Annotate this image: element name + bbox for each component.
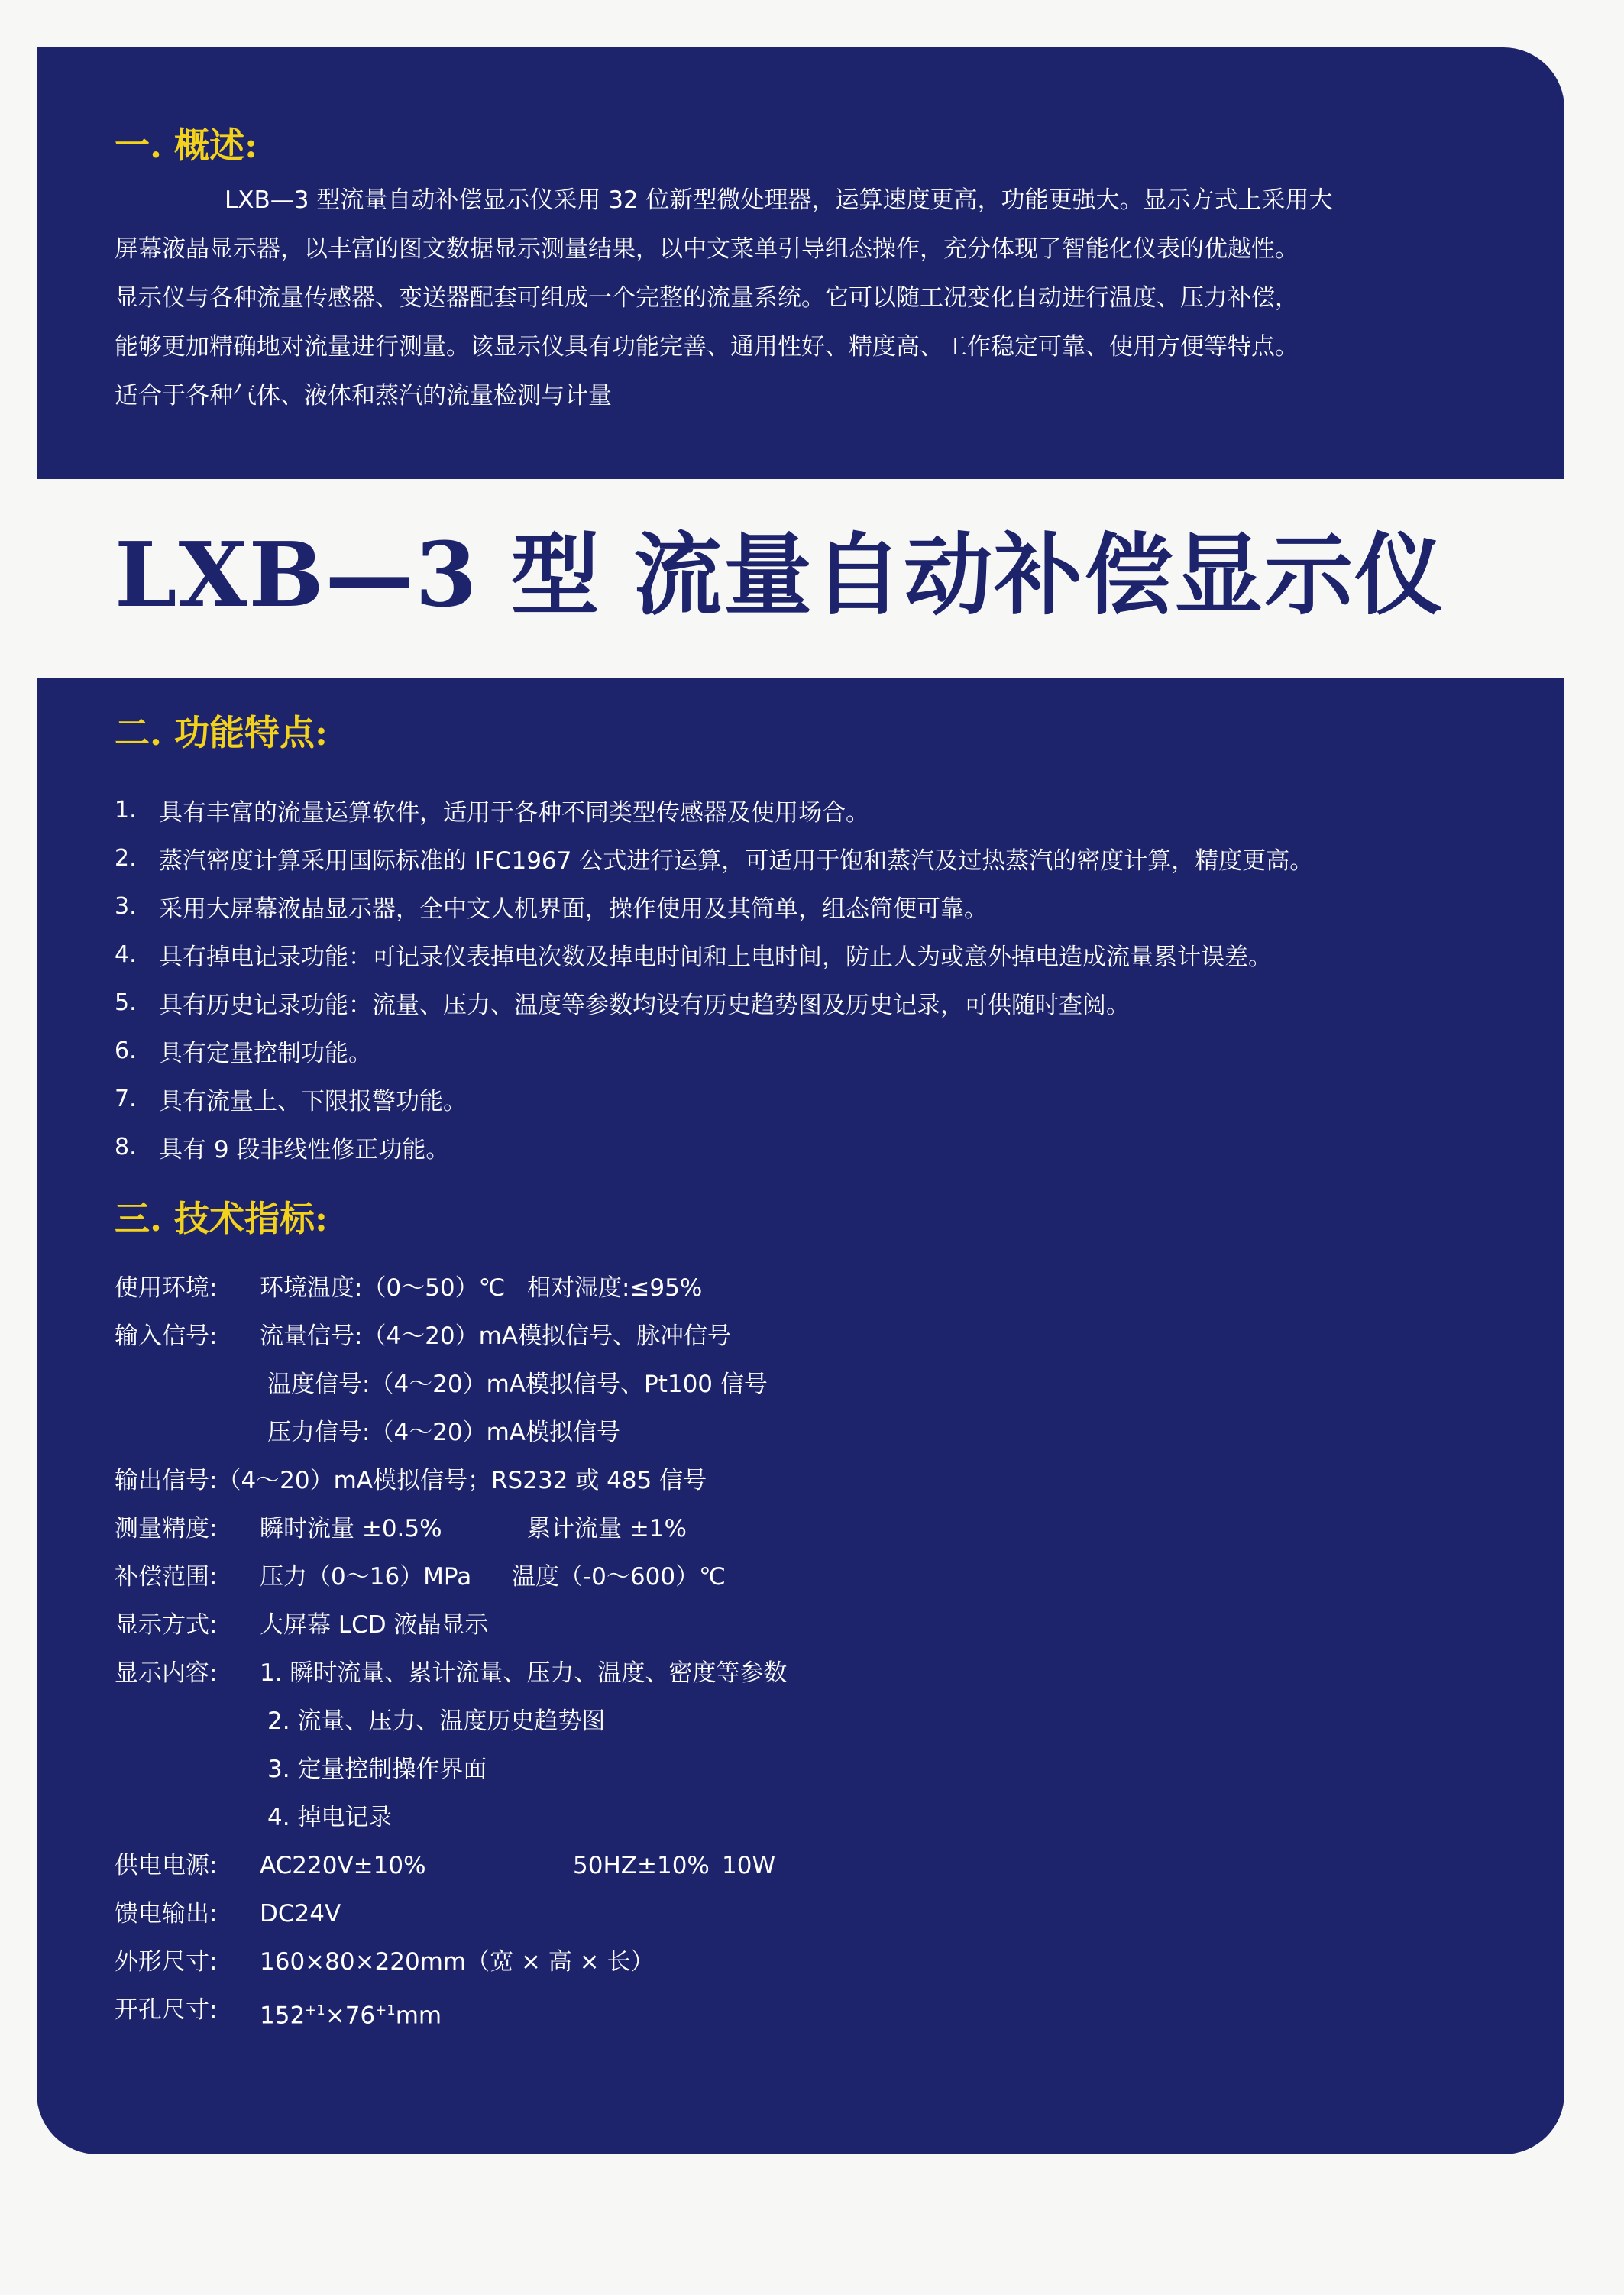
spec-row-display-content — [115, 1794, 1564, 1842]
spec-label: 馈电输出: — [115, 1900, 218, 1928]
features-list — [115, 786, 1564, 1171]
spec-value: 4. 掉电记录 — [267, 1804, 393, 1831]
spec-row-power — [115, 1842, 1564, 1890]
feature-text: 具有定量控制功能。 — [159, 1040, 372, 1067]
overview-paragraph — [115, 176, 1564, 420]
spec-label: 供电电源: — [115, 1852, 218, 1879]
spec-label: 显示内容: — [115, 1659, 218, 1687]
spec-row-feed — [115, 1890, 1564, 1938]
cutout-height: ×76 — [325, 2002, 376, 2030]
feature-item — [115, 931, 1564, 979]
feature-number: 8. — [115, 1134, 137, 1160]
spec-value: 1. 瞬时流量、累计流量、压力、温度、密度等参数 — [260, 1659, 788, 1687]
spec-value: 温度信号:（4～20）mA模拟信号、Pt100 信号 — [267, 1371, 768, 1398]
spec-row-display-content — [115, 1649, 1564, 1698]
spec-row-display-content — [115, 1698, 1564, 1746]
features-heading: 二. 功能特点: — [115, 712, 328, 753]
cutout-unit: mm — [395, 2002, 442, 2030]
feature-number: 2. — [115, 845, 137, 872]
specs-list — [115, 1264, 1564, 2034]
spec-row-compensation — [115, 1553, 1564, 1601]
overview-line: 适合于各种气体、液体和蒸汽的流量检测与计量 — [115, 382, 612, 409]
spec-value: 压力信号:（4～20）mA模拟信号 — [267, 1419, 621, 1446]
overview-line: 能够更加精确地对流量进行测量。该显示仪具有功能完善、通用性好、精度高、工作稳定可靠、使用方便等特点。 — [115, 333, 1299, 361]
spec-value: 160×80×220mm（宽 × 高 × 长） — [260, 1948, 655, 1976]
feature-item — [115, 786, 1564, 834]
spec-value: 大屏幕 LCD 液晶显示 — [260, 1611, 489, 1639]
spec-label: 显示方式: — [115, 1611, 218, 1639]
feature-number: 5. — [115, 989, 137, 1016]
feature-item — [115, 1027, 1564, 1075]
overview-panel — [37, 47, 1564, 479]
spec-value: 瞬时流量 ±0.5% — [260, 1515, 442, 1542]
feature-item — [115, 1123, 1564, 1171]
spec-row-size — [115, 1938, 1564, 1986]
feature-text: 采用大屏幕液晶显示器，全中文人机界面，操作使用及其简单，组态简便可靠。 — [159, 895, 988, 923]
spec-value: 10W — [722, 1852, 776, 1879]
cutout-width-tolerance: +1 — [305, 2002, 325, 2018]
spec-value: 2. 流量、压力、温度历史趋势图 — [267, 1707, 606, 1735]
spec-row-output — [115, 1457, 1564, 1505]
feature-item — [115, 882, 1564, 931]
feature-number: 4. — [115, 941, 137, 968]
spec-value: 流量信号:（4～20）mA模拟信号、脉冲信号 — [260, 1322, 732, 1350]
overview-line: LXB—3 型流量自动补偿显示仪采用 32 位新型微处理器，运算速度更高，功能更强大。显示方式上采用大 — [225, 186, 1333, 214]
spec-row-display-content — [115, 1746, 1564, 1794]
spec-label: 补偿范围: — [115, 1563, 218, 1591]
spec-value: DC24V — [260, 1900, 341, 1928]
spec-row-cutout — [115, 1986, 1564, 2034]
feature-text: 蒸汽密度计算采用国际标准的 IFC1967 公式进行运算，可适用于饱和蒸汽及过热蒸汽的密度计算，精度更高。 — [159, 847, 1314, 875]
spec-value: 累计流量 ±1% — [527, 1515, 687, 1542]
spec-row-display-mode — [115, 1601, 1564, 1649]
feature-number: 3. — [115, 893, 137, 920]
spec-label: 使用环境: — [115, 1274, 218, 1302]
spec-label: 外形尺寸: — [115, 1948, 218, 1976]
spec-value: AC220V±10% — [260, 1852, 426, 1879]
overview-line: 屏幕液晶显示器，以丰富的图文数据显示测量结果，以中文菜单引导组态操作，充分体现了智能化仪表的优越性。 — [115, 235, 1299, 263]
spec-row-environment — [115, 1264, 1564, 1313]
spec-label: 输入信号: — [115, 1322, 218, 1350]
overview-heading: 一. 概述: — [115, 125, 258, 166]
feature-number: 1. — [115, 797, 137, 824]
spec-value: 相对湿度:≤95% — [527, 1274, 703, 1302]
feature-item — [115, 1075, 1564, 1123]
spec-value: 输出信号:（4～20）mA模拟信号；RS232 或 485 信号 — [115, 1467, 707, 1494]
feature-item — [115, 979, 1564, 1027]
cutout-height-tolerance: +1 — [375, 2002, 396, 2018]
details-panel — [37, 678, 1564, 2154]
spec-label: 开孔尺寸: — [115, 1996, 218, 2024]
feature-item — [115, 834, 1564, 882]
spec-row-input-pressure — [115, 1409, 1564, 1457]
feature-text: 具有 9 段非线性修正功能。 — [159, 1136, 450, 1164]
spec-row-accuracy — [115, 1505, 1564, 1553]
feature-number: 6. — [115, 1037, 137, 1064]
overview-line: 显示仪与各种流量传感器、变送器配套可组成一个完整的流量系统。它可以随工况变化自动进行温度、压力补偿， — [115, 284, 1299, 312]
spec-row-input — [115, 1313, 1564, 1361]
cutout-width: 152 — [260, 2002, 306, 2030]
feature-text: 具有掉电记录功能：可记录仪表掉电次数及掉电时间和上电时间，防止人为或意外掉电造成流量累计误差。 — [159, 944, 1272, 971]
feature-text: 具有历史记录功能：流量、压力、温度等参数均设有历史趋势图及历史记录，可供随时查阅。 — [159, 992, 1130, 1019]
spec-value — [260, 1986, 442, 2040]
spec-value: 压力（0～16）MPa — [260, 1563, 472, 1591]
spec-label: 测量精度: — [115, 1515, 218, 1542]
specs-heading: 三. 技术指标: — [115, 1198, 328, 1239]
spec-value: 50HZ±10% — [573, 1852, 710, 1879]
spec-value: 3. 定量控制操作界面 — [267, 1756, 487, 1783]
feature-text: 具有丰富的流量运算软件，适用于各种不同类型传感器及使用场合。 — [159, 799, 869, 827]
spec-row-input-temp — [115, 1361, 1564, 1409]
feature-text: 具有流量上、下限报警功能。 — [159, 1088, 467, 1115]
spec-value: 温度（-0～600）℃ — [512, 1563, 726, 1591]
product-title: LXB—3 型 流量自动补偿显示仪 — [115, 523, 1445, 627]
spec-value: 环境温度:（0～50）℃ — [260, 1274, 506, 1302]
feature-number: 7. — [115, 1086, 137, 1112]
